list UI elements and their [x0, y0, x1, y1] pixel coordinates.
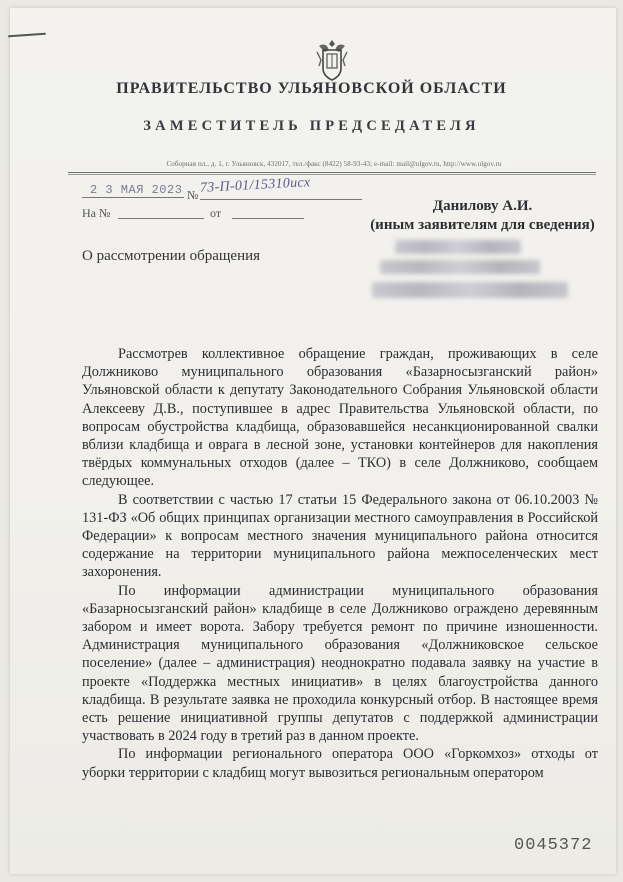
body-paragraph: Рассмотрев коллективное обращение граждан, проживающих в селе Должниково муниципального образования «Базарносызганский район» Ульяновской области к депутату Законодательного Собрания Ульяновской области Алексееву Д.В., поступившее в адрес Правительства Ульяновской области, по вопросам обустройства кладбища, образовавшейся несанкционированной свалки вблизи кладбища и оврага в лесной зоне, установки контейнеров для накопления твёрдых коммунальных отходов (далее – ТКО) в селе Должниково, сообщаем следующее.: [82, 346, 598, 490]
document-serial-number: 0045372: [514, 836, 593, 855]
reference-date-label: от: [210, 206, 222, 220]
addressee-note: (иным заявителям для сведения): [370, 216, 595, 233]
body-paragraph: В соответствии с частью 17 статьи 15 Федерального закона от 06.10.2003 № 131-ФЗ «Об общих принципах организации местного самоуправления в Российской Федерации» к вопросам местного значения муниципального района относится содержание на территории муниципального района межпоселенческих мест захоронения.: [82, 491, 598, 581]
letter-subject: О рассмотрении обращения: [82, 248, 261, 264]
position-title: ЗАМЕСТИТЕЛЬ ПРЕДСЕДАТЕЛЯ: [143, 118, 480, 134]
body-paragraph: По информации регионального оператора ООО «Горкомхоз» отходы от уборки территории с кладбищ могут вывозиться региональным оператором: [82, 746, 598, 781]
header-rule-thin: [68, 174, 596, 175]
reference-number-label: На №: [82, 206, 111, 220]
redacted-address-line: [380, 260, 540, 274]
addressee-name: Данилову А.И.: [432, 198, 533, 214]
date-underline: [82, 197, 184, 198]
registration-number: 73-П-01/15310исх: [199, 175, 311, 196]
registration-number-label: №: [187, 188, 199, 202]
redacted-address-line: [372, 282, 568, 298]
addressee-block: [360, 197, 605, 235]
reference-number-line: [118, 218, 204, 219]
number-underline: [200, 199, 362, 200]
reference-date-line: [232, 218, 304, 219]
letter-body: [82, 345, 598, 782]
body-paragraph: По информации администрации муниципального образования «Базарносызганский район» кладбище в селе Должниково ограждено деревянным забором и имеет ворота. Забору требуется ремонт по причине изношенности. Администрация муниципального образования «Должниковское сельское поселение» (далее – администрация) неоднократно подавала заявку на участие в проекте «Поддержка местных инициатив» в целях благоустройства данного кладбища. В результате заявка не проходила конкурсный отбор. В настоящее время есть решение инициативной группы депутатов с поддержкой администрации участвовать в 2024 году в третий раз в данном проекте.: [82, 582, 598, 745]
organization-title: ПРАВИТЕЛЬСТВО УЛЬЯНОВСКОЙ ОБЛАСТИ: [116, 80, 507, 97]
redacted-address-line: [395, 240, 521, 254]
coat-of-arms-icon: [313, 38, 351, 82]
organization-address: Соборная пл., д. 1, г. Ульяновск, 432017, тел./факс (8422) 58-93-43; e-mail: mail@ulgov.ru, http://www.ulgov.ru: [166, 160, 502, 168]
registration-date-stamp: 2 3 МАЯ 2023: [90, 183, 183, 197]
header-rule: [68, 172, 596, 173]
